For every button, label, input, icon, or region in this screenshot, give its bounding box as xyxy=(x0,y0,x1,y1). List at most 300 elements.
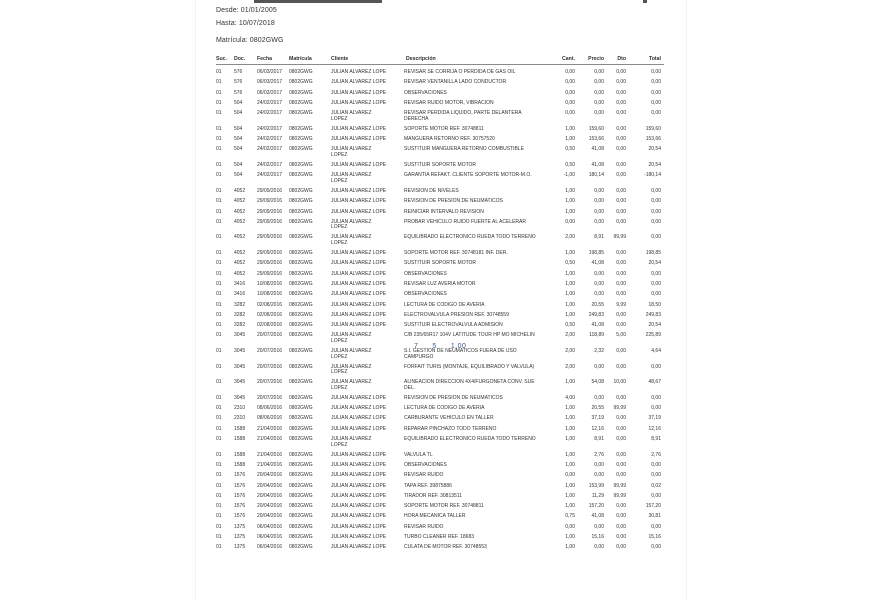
cell-suc: 01 xyxy=(216,301,222,308)
cell-doc: 4052 xyxy=(234,234,246,241)
cell-mat: 0802GWG xyxy=(289,172,313,179)
table-row xyxy=(0,220,880,236)
cell-desc: REVISAR SE CORRIJA O PERDIDA DE GAS OIL xyxy=(404,69,516,75)
cell-cliente: JULIAN ALVAREZ LOPE xyxy=(331,260,387,267)
cell-dto: 0,00 xyxy=(616,198,626,205)
cell-fecha: 29/09/2016 xyxy=(257,198,283,205)
cell-mat: 0802GWG xyxy=(289,513,313,520)
stray-mark-c: 1.00 xyxy=(450,343,467,350)
cell-cant: 1,00 xyxy=(565,405,575,412)
cell-doc: 1375 xyxy=(234,523,246,530)
cell-dto: 10,00 xyxy=(613,379,626,386)
cell-fecha: 29/09/2016 xyxy=(257,187,283,194)
cell-dto: 0,00 xyxy=(616,425,626,432)
cell-desc: REVISION DE PRESION DE NEUMATICOS xyxy=(404,394,503,401)
cell-mat: 0802GWG xyxy=(289,523,313,530)
cell-precio: 249,83 xyxy=(588,311,604,318)
cell-dto: 0,00 xyxy=(616,280,626,287)
cell-desc: OBSERVACIONES xyxy=(404,291,447,298)
cell-mat: 0802GWG xyxy=(289,348,313,354)
cell-desc: TURBO CLEANER REF. 18683 xyxy=(404,534,475,540)
cell-doc: 1576 xyxy=(234,513,246,520)
cell-mat: 0802GWG xyxy=(289,69,313,75)
cell-cliente: JULIAN ALVAREZ LOPE xyxy=(331,280,387,287)
cell-cliente: JULIAN ALVAREZ LOPE xyxy=(331,425,387,432)
cell-doc: 504 xyxy=(234,136,243,143)
cell-cant: 1,00 xyxy=(565,492,575,499)
cell-desc: S.I. GESTION DE NEUMATICOS FUERA DE USO CAMPURGO xyxy=(404,348,517,360)
cell-desc: SUSTITUIR MANGUERA RETORNO COMBUSTIBLE xyxy=(404,146,524,153)
cell-dto: 0,00 xyxy=(616,394,626,401)
cell-dto: 0,00 xyxy=(616,187,626,194)
cell-cliente: JULIAN ALVAREZ LOPE xyxy=(331,99,387,106)
cell-desc: LECTURA DE CODIGO DE AVERIA xyxy=(404,301,485,308)
header-col-discount: Dto xyxy=(617,56,626,62)
cell-cant: 0,00 xyxy=(565,99,575,106)
cell-doc: 2310 xyxy=(234,405,246,412)
cell-doc: 504 xyxy=(234,125,243,132)
date-to-value: 10/07/2018 xyxy=(238,20,275,27)
cell-precio: 12,16 xyxy=(591,425,604,432)
cell-doc: 4052 xyxy=(234,198,246,205)
cell-precio: 0,00 xyxy=(594,218,604,225)
cell-suc: 01 xyxy=(216,405,222,412)
cell-cant: 1,00 xyxy=(565,250,575,256)
cell-dto: 0,00 xyxy=(616,461,626,468)
cell-precio: 153,99 xyxy=(588,482,604,489)
cell-cant: 1,00 xyxy=(565,125,575,132)
cell-precio: 0,00 xyxy=(594,208,604,215)
cell-fecha: 20/04/2016 xyxy=(257,482,283,489)
table-row xyxy=(0,365,880,381)
cell-doc: 4052 xyxy=(234,218,246,225)
cell-doc: 3282 xyxy=(234,301,246,308)
cell-desc: EQUILIBRADO ELECTRONICO RUEDA TODO TERRENO xyxy=(404,436,536,442)
cell-desc: C/B 235/65R17 104V LATITUDE TOUR HP MO MICHELIN xyxy=(404,332,535,339)
cell-desc: EQUILIBRADO ELECTRONICO RUEDA TODO TERRENO xyxy=(404,234,536,241)
cell-mat: 0802GWG xyxy=(289,146,313,153)
cell-suc: 01 xyxy=(216,110,222,117)
cell-cant: 0,00 xyxy=(565,69,575,75)
cell-mat: 0802GWG xyxy=(289,311,313,318)
cell-precio: 0,00 xyxy=(594,89,604,96)
cell-mat: 0802GWG xyxy=(289,79,313,86)
cell-cant: 1,00 xyxy=(565,187,575,194)
cell-desc: TAPA REF. 39875886 xyxy=(404,482,452,489)
cell-suc: 01 xyxy=(216,394,222,401)
cell-fecha: 10/08/2016 xyxy=(257,291,283,298)
cell-desc: FORFAIT TURIS (MONTAJE, EQUILIBRADO Y VALVULA) xyxy=(404,363,535,370)
cell-suc: 01 xyxy=(216,125,222,132)
cell-desc: ALINEACION DIRECCION 4X4/FURGONETA CONV. SUE DEL. xyxy=(404,379,535,391)
cell-dto: 0,00 xyxy=(616,218,626,225)
cell-doc: 3416 xyxy=(234,280,246,287)
cell-desc: SUSTITUIR SOPORTE MOTOR xyxy=(404,260,477,267)
cell-desc: OBSERVACIONES xyxy=(404,461,447,468)
cell-cliente: JULIAN ALVAREZ LOPEZ xyxy=(331,172,372,184)
cell-dto: 0,00 xyxy=(616,363,626,370)
cell-precio: 2,76 xyxy=(594,451,604,458)
cell-cliente: JULIAN ALVAREZ LOPE xyxy=(331,394,387,401)
cell-fecha: 06/04/2016 xyxy=(257,544,283,551)
cell-total: 0,00 xyxy=(651,198,661,205)
cell-suc: 01 xyxy=(216,379,222,386)
cell-cant: 0,00 xyxy=(565,523,575,530)
cell-mat: 0802GWG xyxy=(289,332,313,339)
cell-fecha: 24/02/2017 xyxy=(257,125,283,132)
cell-doc: 4052 xyxy=(234,260,246,267)
cell-mat: 0802GWG xyxy=(289,234,313,241)
cell-cant: 2,00 xyxy=(565,332,575,339)
cell-fecha: 20/07/2016 xyxy=(257,379,283,386)
cell-cant: 1,00 xyxy=(565,136,575,143)
cell-cliente: JULIAN ALVAREZ LOPE xyxy=(331,69,387,75)
cell-doc: 3045 xyxy=(234,363,246,370)
cell-desc: HORA MECANICA TALLER xyxy=(404,513,466,520)
cell-cliente: JULIAN ALVAREZ LOPEZ xyxy=(331,146,372,158)
stray-mark-b: 5 xyxy=(432,343,437,350)
cell-precio: 20,55 xyxy=(591,405,604,412)
cell-total: 0,00 xyxy=(651,461,661,468)
cell-mat: 0802GWG xyxy=(289,89,313,96)
cell-fecha: 06/04/2016 xyxy=(257,523,283,530)
cell-fecha: 29/09/2016 xyxy=(257,208,283,215)
cell-mat: 0802GWG xyxy=(289,544,313,551)
cell-mat: 0802GWG xyxy=(289,436,313,442)
cell-precio: 11,29 xyxy=(591,492,604,499)
cell-cliente: JULIAN ALVAREZ LOPE xyxy=(331,322,387,329)
cell-doc: 4052 xyxy=(234,250,246,256)
cell-suc: 01 xyxy=(216,234,222,241)
cell-cant: 1,00 xyxy=(565,208,575,215)
cell-total: 225,89 xyxy=(645,332,661,339)
cell-precio: 0,00 xyxy=(594,291,604,298)
cell-cliente: JULIAN ALVAREZ LOPEZ xyxy=(331,110,372,122)
cell-fecha: 02/08/2016 xyxy=(257,301,283,308)
cell-total: -180,14 xyxy=(644,172,661,179)
cell-precio: 0,00 xyxy=(594,99,604,106)
cell-dto: 0,00 xyxy=(616,534,626,540)
header-col-quantity: Cant. xyxy=(562,56,575,62)
cell-total: 0,00 xyxy=(651,79,661,86)
cell-cant: 1,00 xyxy=(565,280,575,287)
cell-fecha: 21/04/2016 xyxy=(257,451,283,458)
cell-doc: 3045 xyxy=(234,379,246,386)
cell-doc: 3045 xyxy=(234,348,246,354)
cell-mat: 0802GWG xyxy=(289,250,313,256)
cell-mat: 0802GWG xyxy=(289,405,313,412)
cell-cant: 1,00 xyxy=(565,482,575,489)
cell-cant: 2,00 xyxy=(565,234,575,241)
cell-cant: 1,00 xyxy=(565,379,575,386)
cell-precio: 0,00 xyxy=(594,394,604,401)
cell-fecha: 02/08/2016 xyxy=(257,311,283,318)
cell-precio: 8,91 xyxy=(594,436,604,442)
cell-dto: 0,00 xyxy=(616,513,626,520)
cell-cant: 2,00 xyxy=(565,348,575,354)
cell-cliente: JULIAN ALVAREZ LOPE xyxy=(331,544,387,551)
cell-total: 0,00 xyxy=(651,523,661,530)
cell-cliente: JULIAN ALVAREZ LOPE xyxy=(331,291,387,298)
cell-cant: 1,00 xyxy=(565,415,575,422)
cell-precio: 0,00 xyxy=(594,270,604,277)
header-col-branch: Suc. xyxy=(216,56,227,62)
table-row xyxy=(0,199,880,209)
cell-cant: 0,50 xyxy=(565,162,575,168)
cell-suc: 01 xyxy=(216,523,222,530)
cell-suc: 01 xyxy=(216,436,222,442)
cell-cant: 1,00 xyxy=(565,198,575,205)
header-col-document: Doc. xyxy=(234,56,246,62)
cell-desc: ELECTROVALVULA PRESION REF. 30748559 xyxy=(404,311,509,318)
cell-suc: 01 xyxy=(216,544,222,551)
cell-cant: 1,00 xyxy=(565,425,575,432)
cell-total: 0,00 xyxy=(651,69,661,75)
cell-suc: 01 xyxy=(216,280,222,287)
cell-desc: REVISAR RUIDO xyxy=(404,472,444,479)
plate-label: Matrícula: xyxy=(216,37,248,44)
cell-fecha: 20/04/2016 xyxy=(257,492,283,499)
cell-dto: 9,99 xyxy=(616,301,626,308)
cell-dto: 0,00 xyxy=(616,172,626,179)
cell-fecha: 20/04/2016 xyxy=(257,513,283,520)
cell-fecha: 20/07/2016 xyxy=(257,363,283,370)
cell-desc: LECTURA DE CODIGO DE AVERIA xyxy=(404,405,485,412)
cell-cliente: JULIAN ALVAREZ LOPE xyxy=(331,451,387,458)
cell-total: 0,00 xyxy=(651,99,661,106)
cell-cliente: JULIAN ALVAREZ LOPE xyxy=(331,198,387,205)
cell-fecha: 24/02/2017 xyxy=(257,162,283,168)
cell-cliente: JULIAN ALVAREZ LOPE xyxy=(331,415,387,422)
cell-dto: 99,99 xyxy=(613,405,626,412)
table-row xyxy=(0,173,880,189)
cell-dto: 0,00 xyxy=(616,146,626,153)
cell-cant: 1,00 xyxy=(565,291,575,298)
cell-doc: 3416 xyxy=(234,291,246,298)
cell-total: 0,02 xyxy=(651,482,661,489)
cell-suc: 01 xyxy=(216,260,222,267)
cell-doc: 1576 xyxy=(234,503,246,510)
cell-suc: 01 xyxy=(216,250,222,256)
cell-doc: 576 xyxy=(234,89,243,96)
cell-total: 0,00 xyxy=(651,472,661,479)
cell-total: 12,16 xyxy=(648,425,661,432)
cell-precio: 0,00 xyxy=(594,69,604,75)
cell-fecha: 02/08/2016 xyxy=(257,322,283,329)
cell-desc: SOPORTE MOTOR REF. 30748811 xyxy=(404,503,484,510)
cell-total: 153,66 xyxy=(645,136,661,143)
cell-mat: 0802GWG xyxy=(289,136,313,143)
cell-dto: 0,00 xyxy=(616,136,626,143)
cell-cliente: JULIAN ALVAREZ LOPEZ xyxy=(331,379,372,391)
cell-suc: 01 xyxy=(216,472,222,479)
cell-mat: 0802GWG xyxy=(289,280,313,287)
cell-dto: 5,00 xyxy=(616,332,626,339)
cell-suc: 01 xyxy=(216,425,222,432)
cell-cliente: JULIAN ALVAREZ LOPEZ xyxy=(331,234,372,246)
cell-doc: 504 xyxy=(234,99,243,106)
cell-dto: 0,00 xyxy=(616,472,626,479)
cell-precio: 54,08 xyxy=(591,379,604,386)
cell-dto: 99,99 xyxy=(613,234,626,241)
cell-precio: 0,00 xyxy=(594,79,604,86)
cell-mat: 0802GWG xyxy=(289,218,313,225)
cell-precio: 159,60 xyxy=(588,125,604,132)
cell-dto: 0,00 xyxy=(616,322,626,329)
cell-cliente: JULIAN ALVAREZ LOPEZ xyxy=(331,218,372,231)
cell-fecha: 29/09/2016 xyxy=(257,218,283,225)
cell-desc: REVISAR VENTANILLA LADO CONDUCTOR xyxy=(404,79,507,86)
cell-dto: 0,00 xyxy=(616,162,626,168)
cell-desc: CULATA DE MOTOR REF. 30748553 xyxy=(404,544,487,551)
cell-desc: REVISION DE PRESION DE NEUMATICOS xyxy=(404,198,503,205)
cell-cant: 0,00 xyxy=(565,79,575,86)
cell-cliente: JULIAN ALVAREZ LOPE xyxy=(331,250,387,256)
cell-desc: REVISAR PERDIDA LIQUIDO, PARTE DELANTERA DERECHA xyxy=(404,110,522,122)
cell-doc: 1576 xyxy=(234,472,246,479)
cell-total: 0,00 xyxy=(651,394,661,401)
cell-doc: 3282 xyxy=(234,322,246,329)
header-col-plate: Matrícula xyxy=(289,56,312,62)
cell-total: 0,00 xyxy=(651,89,661,96)
cell-precio: 41,08 xyxy=(591,322,604,329)
cell-cant: 1,00 xyxy=(565,270,575,277)
cell-suc: 01 xyxy=(216,79,222,86)
cell-cant: 1,00 xyxy=(565,311,575,318)
cell-total: 0,00 xyxy=(651,544,661,551)
cell-precio: 0,00 xyxy=(594,544,604,551)
cell-precio: 8,91 xyxy=(594,234,604,241)
cell-cliente: JULIAN ALVAREZ LOPEZ xyxy=(331,332,372,344)
cell-doc: 1588 xyxy=(234,425,246,432)
cell-suc: 01 xyxy=(216,291,222,298)
cell-fecha: 10/08/2016 xyxy=(257,280,283,287)
cell-dto: 0,00 xyxy=(616,451,626,458)
cell-suc: 01 xyxy=(216,415,222,422)
cell-fecha: 06/03/2017 xyxy=(257,79,283,86)
cell-dto: 0,00 xyxy=(616,125,626,132)
cell-total: 20,54 xyxy=(648,146,661,153)
table-row xyxy=(0,111,880,127)
cell-desc: REVISAR RUIDO MOTOR, VIBRACION xyxy=(404,99,494,106)
cell-mat: 0802GWG xyxy=(289,260,313,267)
cell-total: 4,64 xyxy=(651,348,661,354)
cell-doc: 576 xyxy=(234,69,243,75)
cell-doc: 3282 xyxy=(234,311,246,318)
cell-precio: 20,55 xyxy=(591,301,604,308)
cell-desc: VALVULA TL xyxy=(404,451,433,458)
cell-precio: 0,00 xyxy=(594,461,604,468)
cell-mat: 0802GWG xyxy=(289,363,313,370)
cell-doc: 504 xyxy=(234,162,243,168)
cell-precio: 0,00 xyxy=(594,110,604,117)
cell-desc: MANGUERA RETORNO REF. 30757520 xyxy=(404,136,495,143)
cell-desc: GARANTIA REFAKT. CLIENTE SOPORTE MOTOR-M.O. xyxy=(404,172,532,179)
cell-dto: 99,99 xyxy=(613,482,626,489)
cell-suc: 01 xyxy=(216,136,222,143)
cell-fecha: 21/04/2016 xyxy=(257,461,283,468)
cell-cant: 1,00 xyxy=(565,451,575,458)
cell-dto: 0,00 xyxy=(616,89,626,96)
cell-suc: 01 xyxy=(216,89,222,96)
cell-precio: 41,08 xyxy=(591,162,604,168)
cell-cant: 2,00 xyxy=(565,363,575,370)
cell-cliente: JULIAN ALVAREZ LOPE xyxy=(331,461,387,468)
cell-desc: SOPORTE MOTOR REF. 30748181 INF. DER. xyxy=(404,250,508,256)
cell-suc: 01 xyxy=(216,322,222,329)
table-row xyxy=(0,545,880,555)
cell-cliente: JULIAN ALVAREZ LOPE xyxy=(331,472,387,479)
cell-precio: 0,00 xyxy=(594,523,604,530)
cell-desc: TIRADOR REF. 30813511 xyxy=(404,492,462,499)
cell-desc: PROBAR VEHICULO RUIDO FUERTE AL ACELERAR xyxy=(404,218,526,225)
cell-fecha: 29/09/2016 xyxy=(257,234,283,241)
cell-suc: 01 xyxy=(216,332,222,339)
cell-dto: 0,00 xyxy=(616,503,626,510)
cell-doc: 4052 xyxy=(234,187,246,194)
cell-fecha: 06/03/2017 xyxy=(257,69,283,75)
cell-mat: 0802GWG xyxy=(289,451,313,458)
cell-dto: 0,00 xyxy=(616,69,626,75)
cell-mat: 0802GWG xyxy=(289,125,313,132)
cell-suc: 01 xyxy=(216,363,222,370)
cell-cant: 0,00 xyxy=(565,89,575,96)
cell-cliente: JULIAN ALVAREZ LOPE xyxy=(331,405,387,412)
cell-dto: 0,00 xyxy=(616,291,626,298)
cell-cliente: JULIAN ALVAREZ LOPE xyxy=(331,187,387,194)
cell-doc: 1375 xyxy=(234,544,246,551)
cell-doc: 1588 xyxy=(234,451,246,458)
cell-dto: 0,00 xyxy=(616,79,626,86)
cell-dto: 0,00 xyxy=(616,250,626,256)
cell-mat: 0802GWG xyxy=(289,472,313,479)
cell-suc: 01 xyxy=(216,146,222,153)
cell-fecha: 29/09/2016 xyxy=(257,260,283,267)
cell-total: 0,00 xyxy=(651,291,661,298)
header-col-client: Cliente xyxy=(331,56,349,62)
cell-suc: 01 xyxy=(216,348,222,354)
header-col-total: Total xyxy=(648,56,661,62)
cell-suc: 01 xyxy=(216,187,222,194)
cell-precio: 0,00 xyxy=(594,198,604,205)
cell-cliente: JULIAN ALVAREZ LOPE xyxy=(331,311,387,318)
cell-dto: 0,00 xyxy=(616,544,626,551)
cell-precio: 37,19 xyxy=(591,415,604,422)
cell-doc: 504 xyxy=(234,146,243,153)
table-row xyxy=(0,473,880,483)
cell-precio: 0,00 xyxy=(594,363,604,370)
cell-fecha: 20/04/2016 xyxy=(257,472,283,479)
cell-total: 48,67 xyxy=(648,379,661,386)
cell-mat: 0802GWG xyxy=(289,379,313,386)
cell-cliente: JULIAN ALVAREZ LOPEZ xyxy=(331,436,372,448)
cell-suc: 01 xyxy=(216,208,222,215)
cell-mat: 0802GWG xyxy=(289,394,313,401)
cell-precio: 0,00 xyxy=(594,472,604,479)
cell-suc: 01 xyxy=(216,534,222,540)
cell-precio: 2,32 xyxy=(594,348,604,354)
cell-precio: 153,66 xyxy=(588,136,604,143)
cell-total: 0,00 xyxy=(651,405,661,412)
cell-desc: CARBURANTE VEHICULO EN TALLER xyxy=(404,415,494,422)
stray-scan-marks xyxy=(414,343,480,350)
cell-suc: 01 xyxy=(216,492,222,499)
cell-mat: 0802GWG xyxy=(289,187,313,194)
cell-total: 20,54 xyxy=(648,162,661,168)
cell-desc: OBSERVACIONES xyxy=(404,270,447,277)
table-row xyxy=(0,292,880,302)
cell-cliente: JULIAN ALVAREZ LOPE xyxy=(331,513,387,520)
